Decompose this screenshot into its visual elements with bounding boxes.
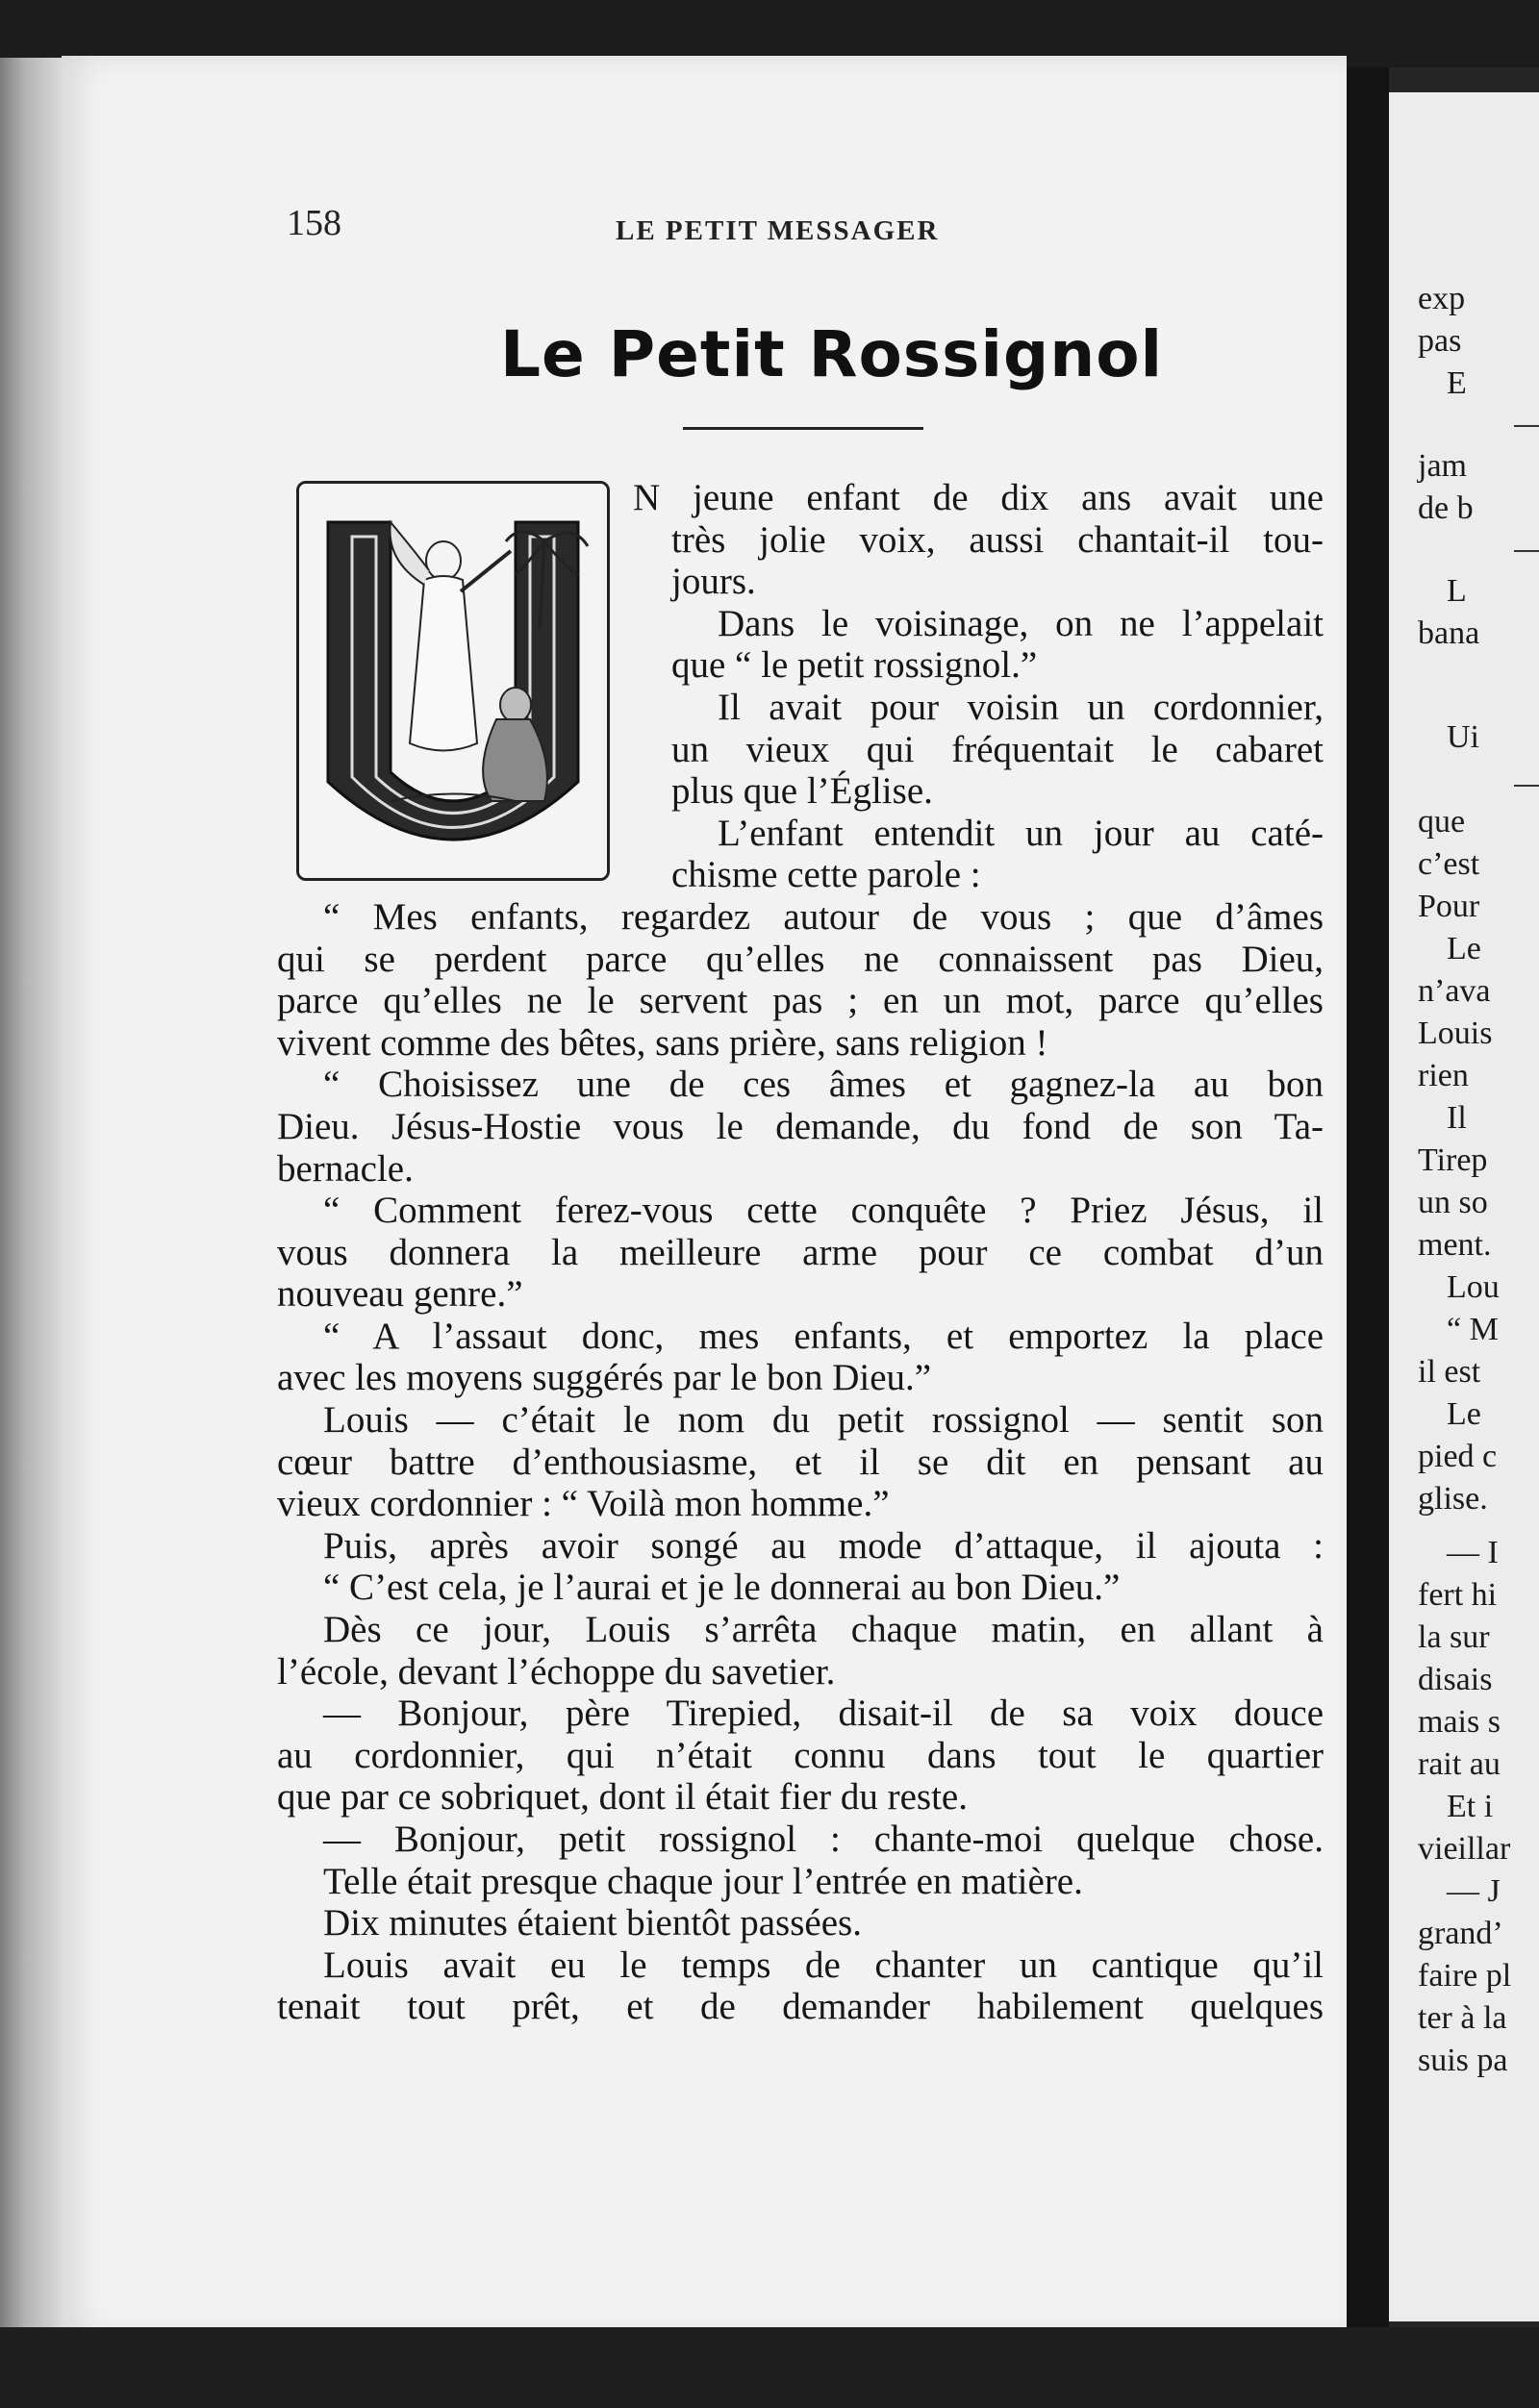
page-number: 158 [287,203,341,243]
text-line: que par ce sobriquet, dont il était fier du reste. [277,1776,968,1819]
facing-line: E [1447,365,1467,401]
text-line: Dans le voisinage, on ne l’appelait [718,602,1324,644]
facing-line: — J [1447,1873,1501,1909]
text-line: au cordonnier, qui n’était connu dans tout le quartier [277,1734,1324,1776]
article-title: Le Petit Rossignol [500,317,1164,391]
facing-dash [1514,425,1539,427]
facing-line: Louis [1418,1016,1493,1051]
text-line: jours. [671,561,756,603]
text-line: Il avait pour voisin un cordonnier, [718,686,1324,728]
facing-line: Et i [1447,1789,1494,1824]
facing-line: que [1418,804,1466,840]
text-line: Telle était presque chaque jour l’entrée en matière. [323,1860,1083,1902]
facing-line: Ui [1447,719,1479,755]
text-line: Louis — c’était le nom du petit rossignol — sentit son [323,1399,1324,1442]
running-head: LE PETIT MESSAGER [616,215,940,246]
text-line: N jeune enfant de dix ans avait une [633,477,1324,518]
text-line: Dès ce jour, Louis s’arrêta chaque matin, en allant à [323,1609,1324,1651]
text-line: qui se perdent parce qu’elles ne connaissent pas Dieu, [277,938,1324,980]
text-line: “ Choisissez une de ces âmes et gagnez-la au bon [323,1064,1324,1106]
facing-line: un so [1418,1185,1488,1220]
facing-line: “ M [1447,1312,1499,1347]
facing-line: il est [1418,1354,1481,1390]
facing-line: glise. [1418,1481,1488,1517]
facing-line: pied c [1418,1439,1498,1474]
text-line: bernacle. [277,1147,414,1190]
text-line: — Bonjour, père Tirepied, disait-il de sa voix douce [323,1693,1324,1735]
facing-line: n’ava [1418,973,1491,1009]
title-rule [683,427,923,430]
facing-line: — I [1447,1535,1499,1570]
text-line: parce qu’elles ne le servent pas ; en un mot, parce qu’elles [277,980,1324,1022]
facing-line: bana [1418,615,1480,651]
facing-line: jam [1418,448,1467,484]
facing-line: pas [1418,323,1462,359]
facing-line: Pour [1418,889,1480,924]
text-line: un vieux qui fréquentait le cabaret [671,728,1324,770]
text-line: — Bonjour, petit rossignol : chante-moi quelque chose. [323,1819,1324,1860]
text-line: “ Mes enfants, regardez autour de vous ; que d’âmes [323,895,1324,938]
facing-line: faire pl [1418,1958,1512,1994]
facing-line: Lou [1447,1269,1500,1305]
facing-line: c’est [1418,846,1480,882]
facing-line: fert hi [1418,1577,1498,1613]
facing-line: la sur [1418,1619,1490,1655]
facing-line: vieillar [1418,1831,1511,1867]
text-line: que “ le petit rossignol.” [671,644,1038,687]
facing-line: Le [1447,1396,1481,1432]
text-line: L’enfant entendit un jour au caté- [718,812,1324,854]
facing-line: de b [1418,490,1474,526]
text-line: “ A l’assaut donc, mes enfants, et emportez la place [323,1315,1324,1357]
text-line: chisme cette parole : [671,854,981,896]
facing-line: ment. [1418,1227,1492,1263]
text-line: “ C’est cela, je l’aurai et je le donnerai au bon Dieu.” [323,1567,1121,1609]
text-line: “ Comment ferez-vous cette conquête ? Priez Jésus, il [323,1190,1324,1232]
facing-line: suis pa [1418,2043,1508,2078]
text-line: nouveau genre.” [277,1273,523,1316]
facing-line: ter à la [1418,2000,1507,2036]
facing-dash [1514,550,1539,552]
article-body [277,477,1324,2028]
facing-line: grand’ [1418,1916,1503,1951]
text-line: Louis avait eu le temps de chanter un cantique qu’il [323,1944,1324,1986]
text-line: cœur battre d’enthousiasme, et il se dit en pensant au [277,1441,1324,1483]
text-line: Dix minutes étaient bientôt passées. [323,1902,862,1944]
text-line: avec les moyens suggérés par le bon Dieu.” [277,1357,932,1399]
facing-line: L [1447,573,1467,609]
facing-page-cropped [1389,92,1539,2321]
text-line: vous donnera la meilleure arme pour ce combat d’un [277,1231,1324,1273]
facing-line: Il [1447,1100,1467,1136]
facing-line: mais s [1418,1704,1501,1740]
text-line: l’école, devant l’échoppe du savetier. [277,1650,836,1693]
facing-line: disais [1418,1662,1493,1697]
text-line: plus que l’Église. [671,770,933,813]
text-line: très jolie voix, aussi chantait-il tou- [671,518,1324,561]
facing-line: Le [1447,931,1481,966]
page-gutter [1347,67,1389,2337]
book-spine-edge [0,58,62,2337]
text-line: vivent comme des bêtes, sans prière, sans religion ! [277,1021,1048,1064]
facing-line: Tirep [1418,1142,1488,1178]
facing-line: exp [1418,281,1466,316]
scan-bottom-border [0,2327,1539,2408]
text-line: Puis, après avoir songé au mode d’attaque, il ajouta : [323,1524,1324,1567]
facing-line: rien [1418,1058,1469,1093]
facing-dash [1514,785,1539,787]
text-line: tenait tout prêt, et de demander habilement quelques [277,1986,1324,2028]
text-line: Dieu. Jésus-Hostie vous le demande, du fond de son Ta- [277,1105,1324,1147]
facing-line: rait au [1418,1746,1501,1782]
text-line: vieux cordonnier : “ Voilà mon homme.” [277,1483,890,1525]
